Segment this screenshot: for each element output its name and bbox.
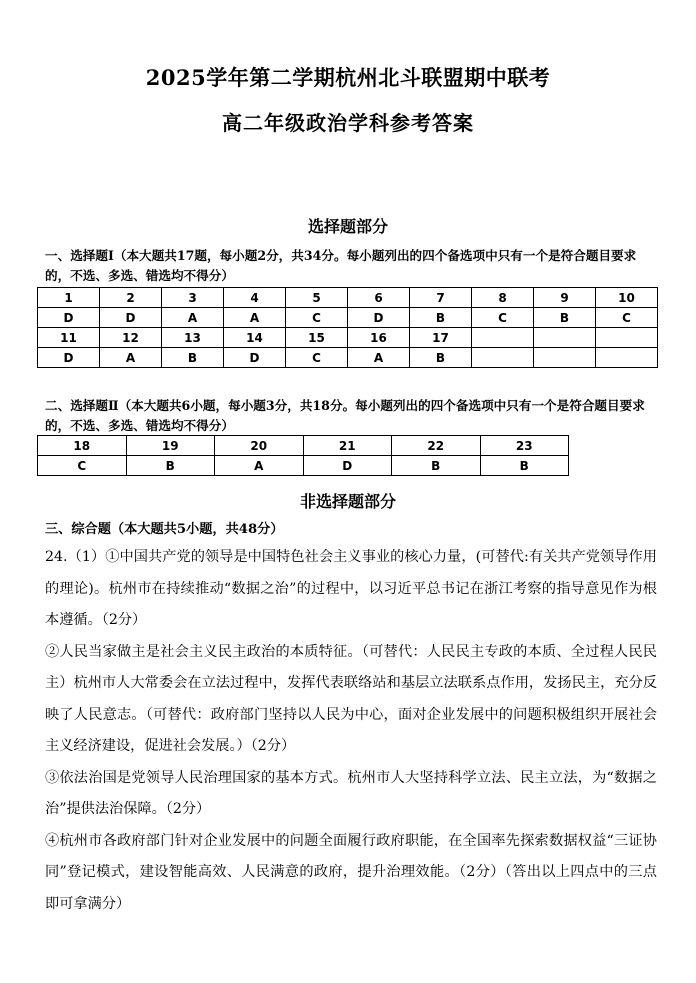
question-number-cell: 17 [410, 328, 472, 348]
answer-cell: C [286, 348, 348, 368]
question-number-cell: 12 [100, 328, 162, 348]
answer-cell: C [38, 456, 127, 476]
answer-cell: A [348, 348, 410, 368]
answer-cell: C [596, 308, 658, 328]
question-number-cell [472, 328, 534, 348]
question-number-cell: 16 [348, 328, 410, 348]
nonchoice-section-heading: 非选择题部分 [299, 492, 396, 511]
question-number-cell: 19 [126, 436, 215, 456]
question-number-cell: 9 [534, 288, 596, 308]
answer-cell: D [224, 348, 286, 368]
table-row [38, 328, 658, 348]
table-row [38, 436, 569, 456]
exam-title: 2025学年第二学期杭州北斗联盟期中联考 [145, 65, 551, 90]
answer-key-subtitle: 高二年级政治学科参考答案 [222, 111, 474, 135]
question-number-cell: 13 [162, 328, 224, 348]
answer-cell [472, 348, 534, 368]
table-row [38, 288, 658, 308]
answer-cell [596, 348, 658, 368]
answer-cell: A [100, 348, 162, 368]
answer-cell: A [215, 456, 304, 476]
question-number-cell: 3 [162, 288, 224, 308]
answer-cell [534, 348, 596, 368]
question-number-cell: 14 [224, 328, 286, 348]
answer-cell: D [38, 308, 100, 328]
question-number-cell: 15 [286, 328, 348, 348]
question-number-cell [534, 328, 596, 348]
answer-cell: A [224, 308, 286, 328]
question-number-cell: 5 [286, 288, 348, 308]
answer-cell: B [410, 348, 472, 368]
answer-cell: D [38, 348, 100, 368]
question-number-cell: 21 [303, 436, 392, 456]
answer-paragraph-4: ④杭州市各政府部门针对企业发展中的问题全面履行政府职能，在全国率先探索数据权益“三证协同”登记模式，建设智能高效、人民满意的政府，提升治理效能。（2分）（答出以上四点中的三点即可拿满分） [45, 832, 657, 912]
answer-cell: A [162, 308, 224, 328]
answer-paragraph-2: ②人民当家做主是社会主义民主政治的本质特征。（可替代：人民民主专政的本质、全过程人民民主）杭州市人大常委会在立法过程中，发挥代表联络站和基层立法联系点作用，发扬民主，充分反映了人民意志。（可替代：政府部门坚持以人民为中心，面对企业发展中的问题积极组织开展社会主义经济建设，促进社会发展。）（2分） [45, 643, 657, 754]
answer-cell: C [472, 308, 534, 328]
question-number-cell [596, 328, 658, 348]
table-row [38, 348, 658, 368]
answer-cell: C [286, 308, 348, 328]
answer-body [45, 542, 657, 920]
choice-part1-description: 一、选择题Ⅰ（本大题共17题，每小题2分，共34分。每小题列出的四个备选项中只有一个是符合题目要求的，不选、多选、错选均不得分） [45, 248, 637, 283]
question-number-cell: 8 [472, 288, 534, 308]
answer-cell: D [100, 308, 162, 328]
choice-part2-description: 二、选择题Ⅱ（本大题共6小题，每小题3分，共18分。每小题列出的四个备选项中只有一个是符合题目要求的，不选、多选、错选均不得分） [45, 398, 645, 433]
answer-paragraph-3: ③依法治国是党领导人民治理国家的基本方式。杭州市人大坚持科学立法、民主立法，为“数据之治”提供法治保障。（2分） [45, 769, 657, 817]
choice-section-heading: 选择题部分 [307, 217, 388, 236]
question-number-cell: 18 [38, 436, 127, 456]
answer-paragraph-1: 24.（1）①中国共产党的领导是中国特色社会主义事业的核心力量，(可替代:有关共产党领导作用的理论)。杭州市在持续推动“数据之治”的过程中，以习近平总书记在浙江考察的指导意见作为根本遵循。（2分） [45, 549, 657, 628]
question-number-cell: 7 [410, 288, 472, 308]
comprehensive-part-description: 三、综合题（本大题共5小题，共48分） [45, 522, 284, 537]
table-row [38, 456, 569, 476]
table-row [38, 308, 658, 328]
question-number-cell: 20 [215, 436, 304, 456]
question-number-cell: 6 [348, 288, 410, 308]
answer-cell: B [162, 348, 224, 368]
answer-cell: B [126, 456, 215, 476]
answer-cell: D [348, 308, 410, 328]
question-number-cell: 2 [100, 288, 162, 308]
question-number-cell: 11 [38, 328, 100, 348]
answer-cell: B [480, 456, 569, 476]
choice-part1-answer-table [37, 287, 658, 368]
answer-cell: B [534, 308, 596, 328]
answer-cell: D [303, 456, 392, 476]
question-number-cell: 4 [224, 288, 286, 308]
question-number-cell: 1 [38, 288, 100, 308]
question-number-cell: 10 [596, 288, 658, 308]
question-number-cell: 23 [480, 436, 569, 456]
answer-cell: B [392, 456, 481, 476]
question-number-cell: 22 [392, 436, 481, 456]
answer-cell: B [410, 308, 472, 328]
choice-part2-answer-table [37, 435, 569, 476]
